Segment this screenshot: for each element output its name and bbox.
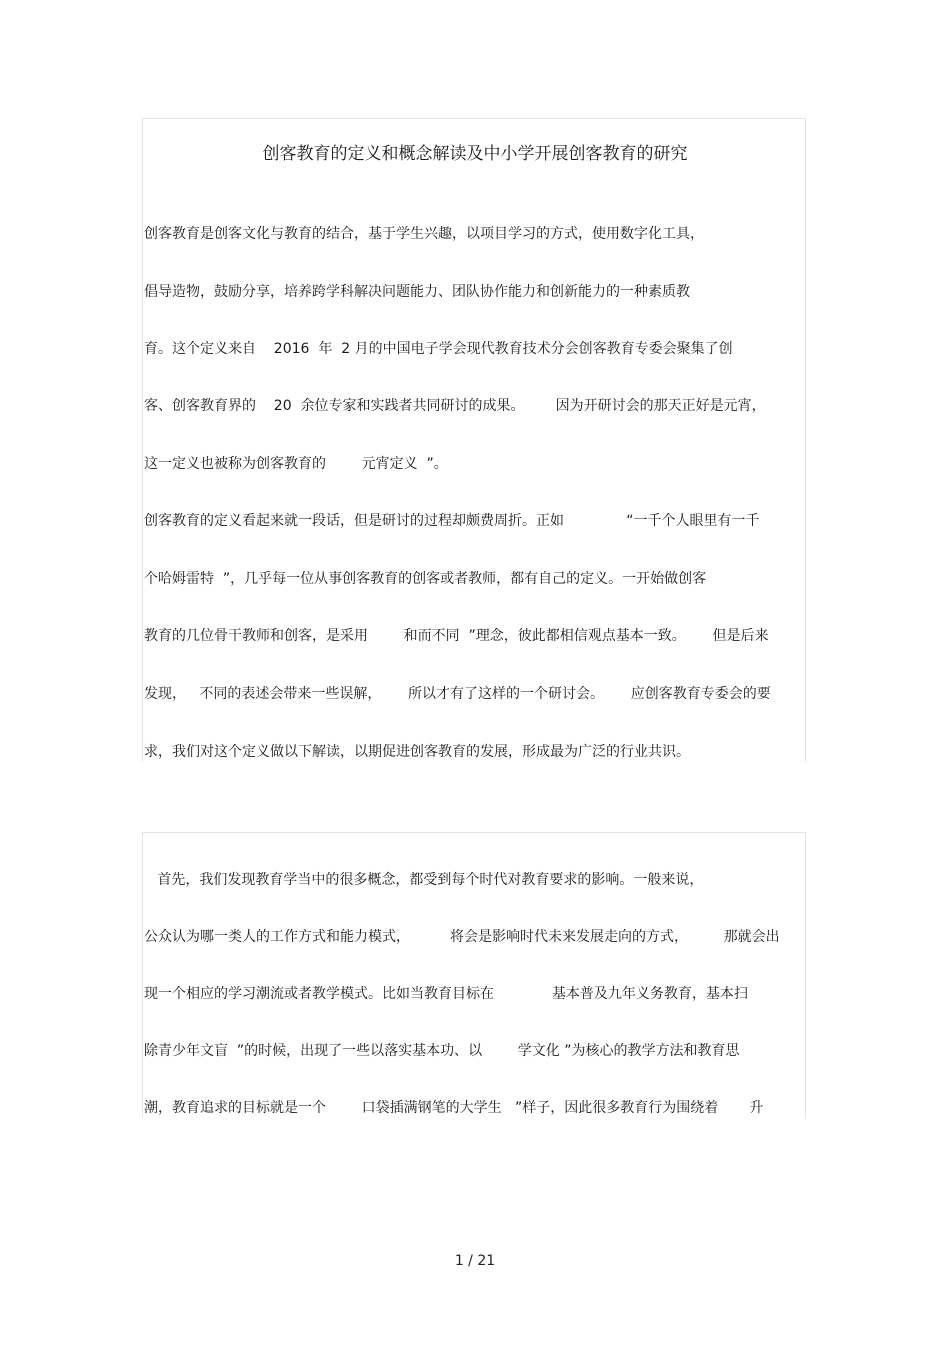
paragraph-line: 除青少年文盲 ”的时候，出现了一些以落实基本功、以 学文化 ”为核心的教学方法和教育思 <box>144 1043 740 1059</box>
paragraph-line: 倡导造物，鼓励分享，培养跨学科解决问题能力、团队协作能力和创新能力的一种素质教 <box>144 284 690 300</box>
paragraph-line: 客、创客教育界的 20 余位专家和实践者共同研讨的成果。 因为开研讨会的那天正好是元宵， <box>144 398 766 414</box>
paragraph-line: 创客教育是创客文化与教育的结合，基于学生兴趣，以项目学习的方式，使用数字化工具， <box>144 226 704 242</box>
content-frame-top <box>142 118 806 762</box>
paragraph-line: 公众认为哪一类人的工作方式和能力模式， 将会是影响时代未来发展走向的方式， 那就会出 <box>144 929 780 945</box>
paragraph-line: 创客教育的定义看起来就一段话，但是研讨的过程却颇费周折。正如 “一千个人眼里有一千 <box>144 513 760 529</box>
document-title: 创客教育的定义和概念解读及中小学开展创客教育的研究 <box>262 144 688 164</box>
paragraph-line: 育。这个定义来自 2016 年 2 月的中国电子学会现代教育技术分会创客教育专委会聚集了创 <box>144 341 733 357</box>
paragraph-line: 这一定义也被称为创客教育的 元宵定义 ”。 <box>144 456 448 472</box>
paragraph-line: 发现， 不同的表述会带来一些误解， 所以才有了这样的一个研讨会。 应创客教育专委会的要 <box>144 686 771 702</box>
paragraph-line: 现一个相应的学习潮流或者教学模式。比如当教育目标在 基本普及九年义务教育，基本扫 <box>144 986 748 1002</box>
paragraph-line: 潮，教育追求的目标就是一个 口袋插满钢笔的大学生 ”样子，因此很多教育行为围绕着 升 <box>144 1100 764 1116</box>
paragraph-line: 教育的几位骨干教师和创客，是采用 和而不同 ”理念，彼此都相信观点基本一致。 但是后来 <box>144 628 769 644</box>
page-number: 1 / 21 <box>454 1253 496 1269</box>
paragraph-line: 个哈姆雷特 ”，几乎每一位从事创客教育的创客或者教师，都有自己的定义。一开始做创客 <box>144 571 707 587</box>
paragraph-line: 首先，我们发现教育学当中的很多概念，都受到每个时代对教育要求的影响。一般来说， <box>144 872 704 888</box>
paragraph-line: 求，我们对这个定义做以下解读，以期促进创客教育的发展，形成最为广泛的行业共识。 <box>144 744 690 760</box>
